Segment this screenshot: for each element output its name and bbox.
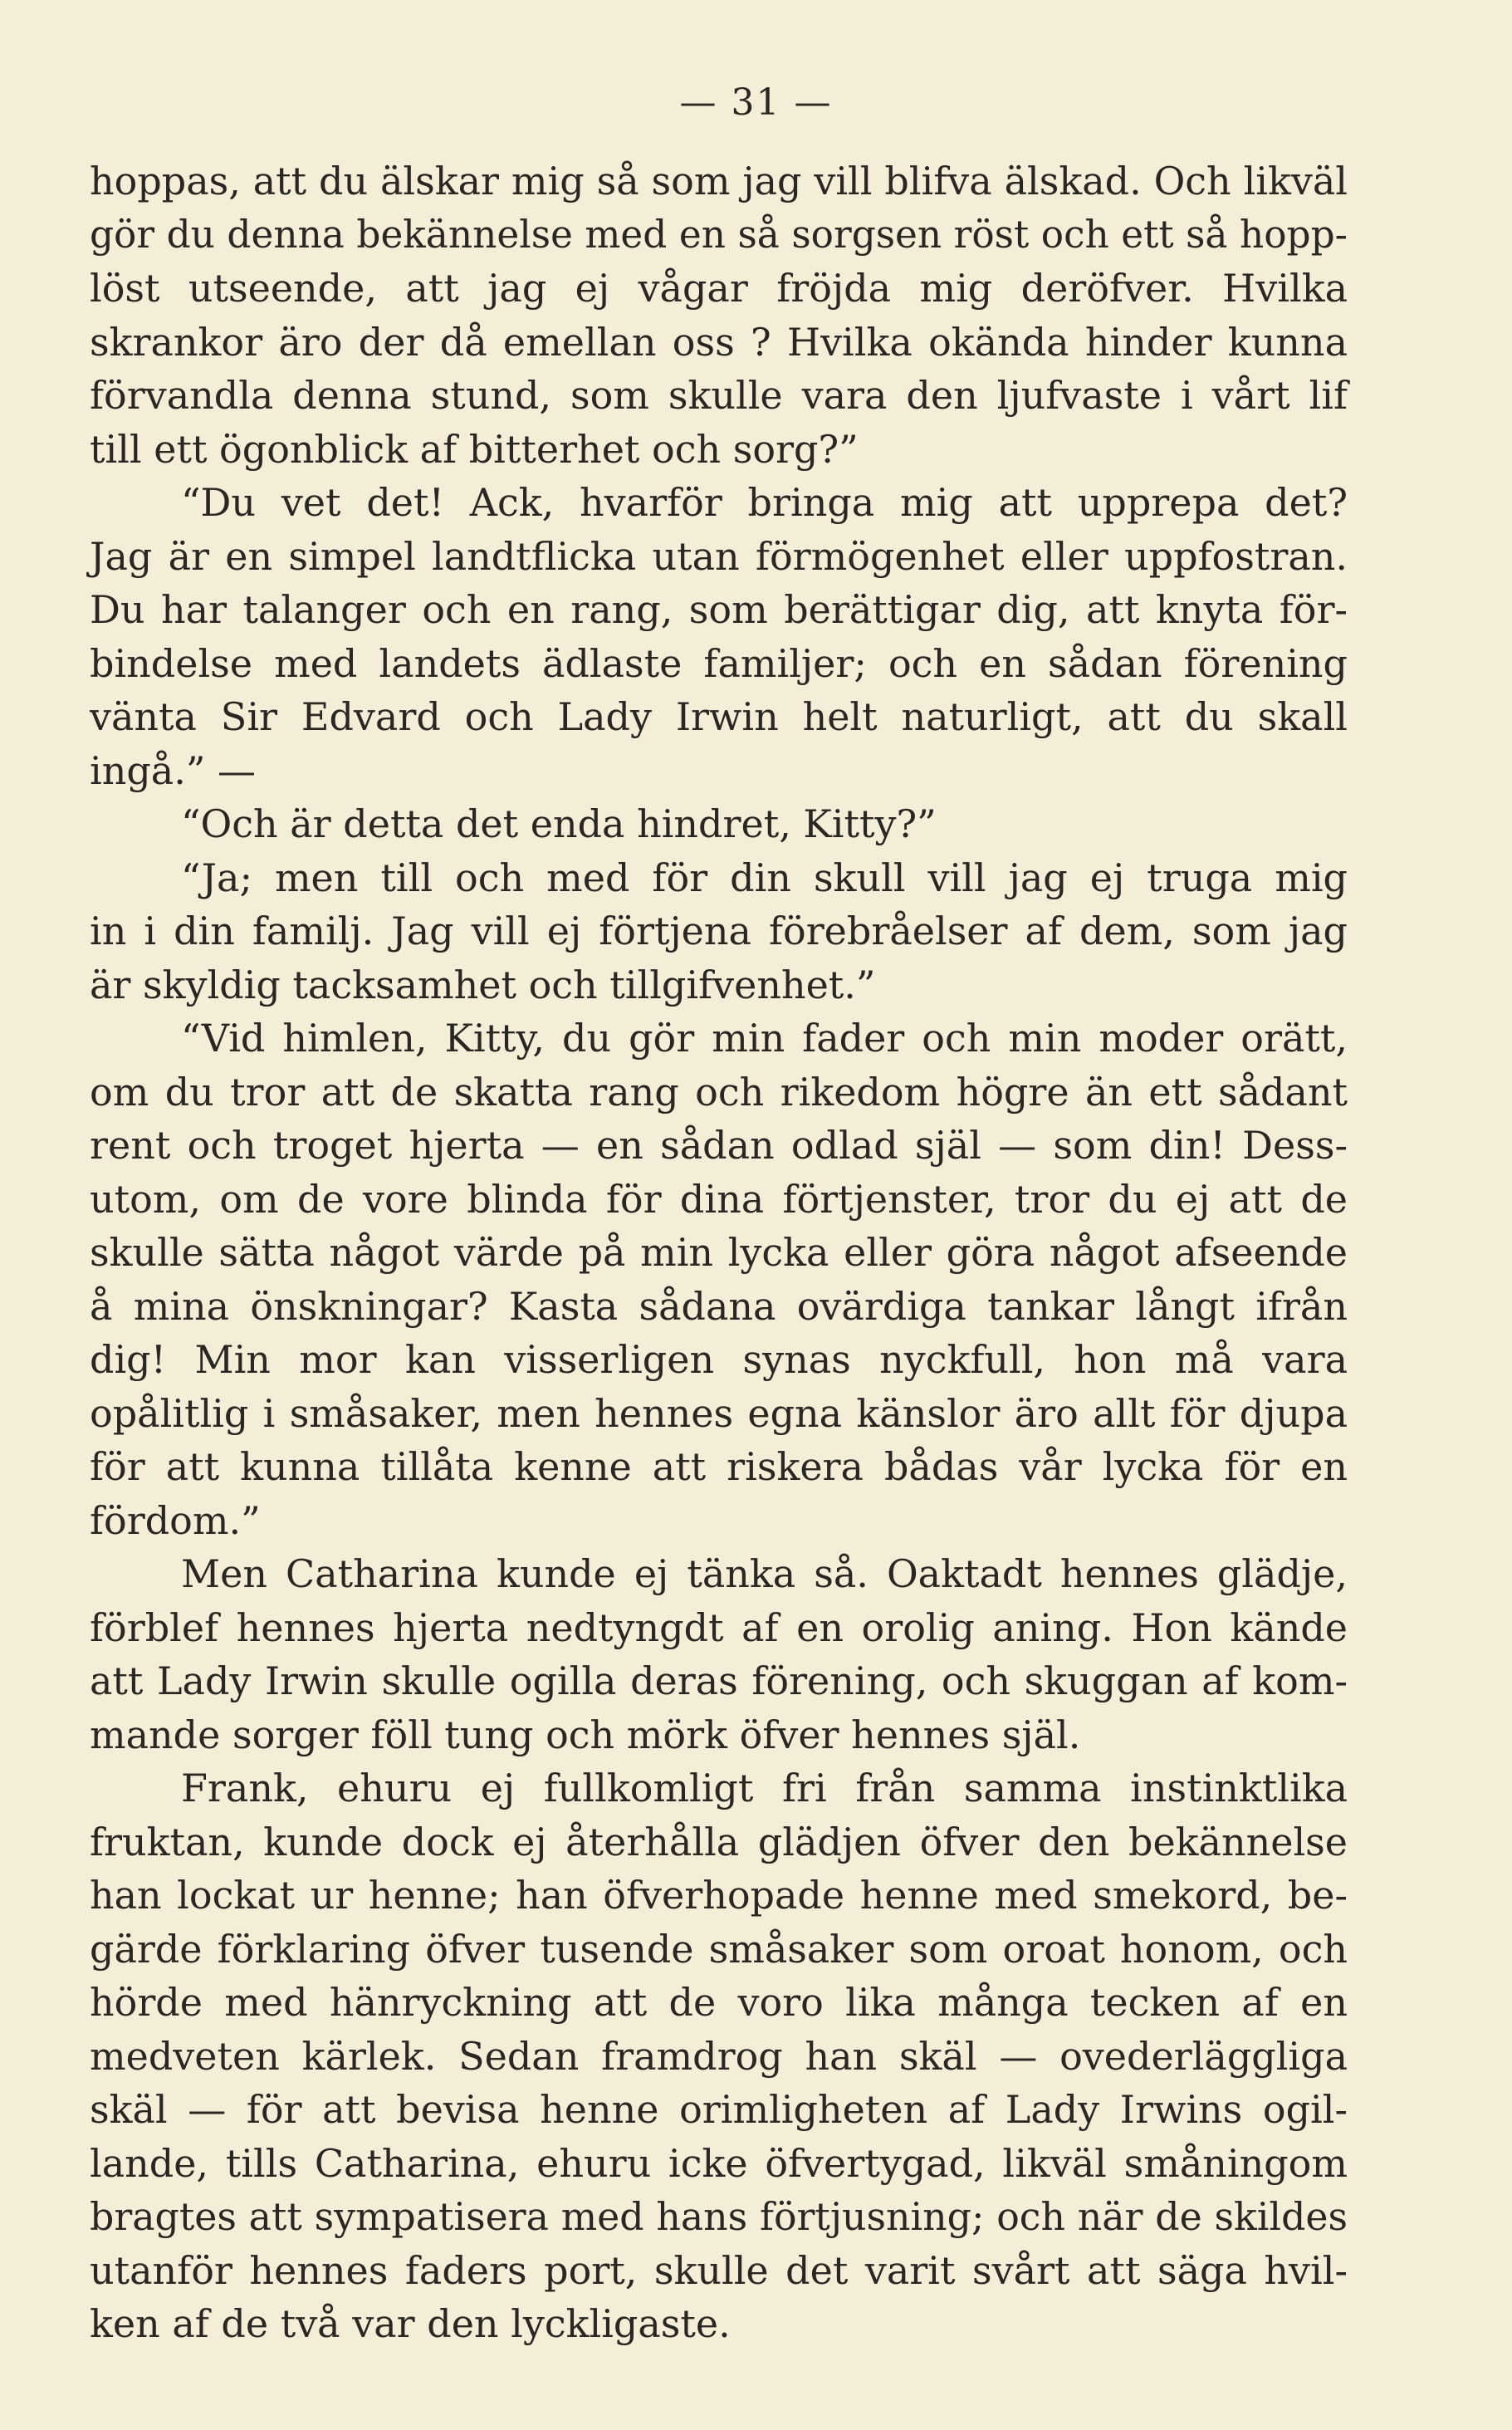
text-line: förvandla denna stund, som skulle vara den ljufvaste i vårt lif — [90, 373, 1348, 418]
text-line: Du har talanger och en rang, som berättigar dig, att knyta för- — [90, 587, 1348, 632]
text-line: hoppas, att du älskar mig så som jag vill blifva älskad. Och likväl — [90, 159, 1348, 203]
text-line: Frank, ehuru ej fullkomligt fri från samma instinktlika — [181, 1766, 1348, 1810]
text-line: utom, om de vore blinda för dina förtjenster, tror du ej att de — [90, 1176, 1348, 1222]
page-number: — 31 — — [679, 81, 833, 124]
text-line: rent och troget hjerta — en sådan odlad själ — som din! Dess- — [90, 1123, 1348, 1168]
text-line: för att kunna tillåta kenne att riskera bådas vår lycka för en — [90, 1444, 1348, 1489]
text-line: löst utseende, att jag ej vågar fröjda mig deröfver. Hvilka — [90, 266, 1348, 311]
text-line: bragtes att sympatisera med hans förtjusning; och när de skildes — [90, 2194, 1348, 2239]
text-line: medveten kärlek. Sedan framdrog han skäl — ovederläggliga — [90, 2033, 1348, 2079]
text-line: lande, tills Catharina, ehuru icke öfvertygad, likväl småningom — [90, 2140, 1348, 2186]
text-line: “Ja; men till och med för din skull vill jag ej truga mig — [181, 855, 1348, 900]
text-line: Men Catharina kunde ej tänka så. Oaktadt hennes glädje, — [181, 1551, 1348, 1596]
text-line: hörde med hänryckning att de voro lika många tecken af en — [90, 1980, 1348, 2025]
text-line: fruktan, kunde dock ej återhålla glädjen öfver den bekännelse — [90, 1819, 1348, 1864]
text-line: mande sorger föll tung och mörk öfver hennes själ. — [90, 1712, 1081, 1757]
text-line: “Vid himlen, Kitty, du gör min fader och min moder orätt, — [181, 1016, 1348, 1061]
text-line: vänta Sir Edvard och Lady Irwin helt naturligt, att du skall — [90, 694, 1348, 739]
text-line: ken af de två var den lyckligaste. — [90, 2301, 731, 2346]
text-line: till ett ögonblick af bitterhet och sorg?” — [90, 426, 859, 472]
text-line: “Du vet det! Ack, hvarför bringa mig att upprepa det? — [181, 480, 1348, 525]
text-line: förblef hennes hjerta nedtyngdt af en orolig aning. Hon kände — [90, 1604, 1348, 1650]
body-text — [90, 154, 1348, 2351]
text-line: dig! Min mor kan visserligen synas nyckfull, hon må vara — [90, 1337, 1348, 1382]
text-line: bindelse med landets ädlaste familjer; och en sådan förening — [90, 640, 1348, 686]
text-line: skäl — för att bevisa henne orimligheten af Lady Irwins ogil- — [90, 2087, 1348, 2132]
text-line: han lockat ur henne; han öfverhopade henne med smekord, be- — [90, 1873, 1348, 1918]
text-line: in i din familj. Jag vill ej förtjena förebråelser af dem, som jag — [90, 909, 1348, 953]
text-line: att Lady Irwin skulle ogilla deras förening, och skuggan af kom- — [90, 1658, 1348, 1703]
text-line: fördom.” — [90, 1497, 261, 1543]
text-line: å mina önskningar? Kasta sådana ovärdiga tankar långt ifrån — [90, 1283, 1348, 1329]
text-line: Jag är en simpel landtflicka utan förmögenhet eller uppfostran. — [90, 533, 1348, 579]
text-line: är skyldig tacksamhet och tillgifvenhet.” — [90, 962, 876, 1007]
text-line: skulle sätta något värde på min lycka eller göra något afseende — [90, 1230, 1348, 1275]
text-line: gör du denna bekännelse med en så sorgsen röst och ett så hopp- — [90, 212, 1348, 257]
text-line: gärde förklaring öfver tusende småsaker som oroat honom, och — [90, 1926, 1348, 1972]
text-line: ingå.” — — [90, 747, 256, 793]
text-line: om du tror att de skatta rang och rikedom högre än ett sådant — [90, 1069, 1348, 1115]
text-line: opålitlig i småsaker, men hennes egna känslor äro allt för djupa — [90, 1390, 1348, 1436]
text-line: skrankor äro der då emellan oss ? Hvilka okända hinder kunna — [90, 319, 1348, 365]
text-line: “Och är detta det enda hindret, Kitty?” — [181, 801, 937, 846]
text-line: utanför hennes faders port, skulle det varit svårt att säga hvil- — [90, 2247, 1348, 2293]
